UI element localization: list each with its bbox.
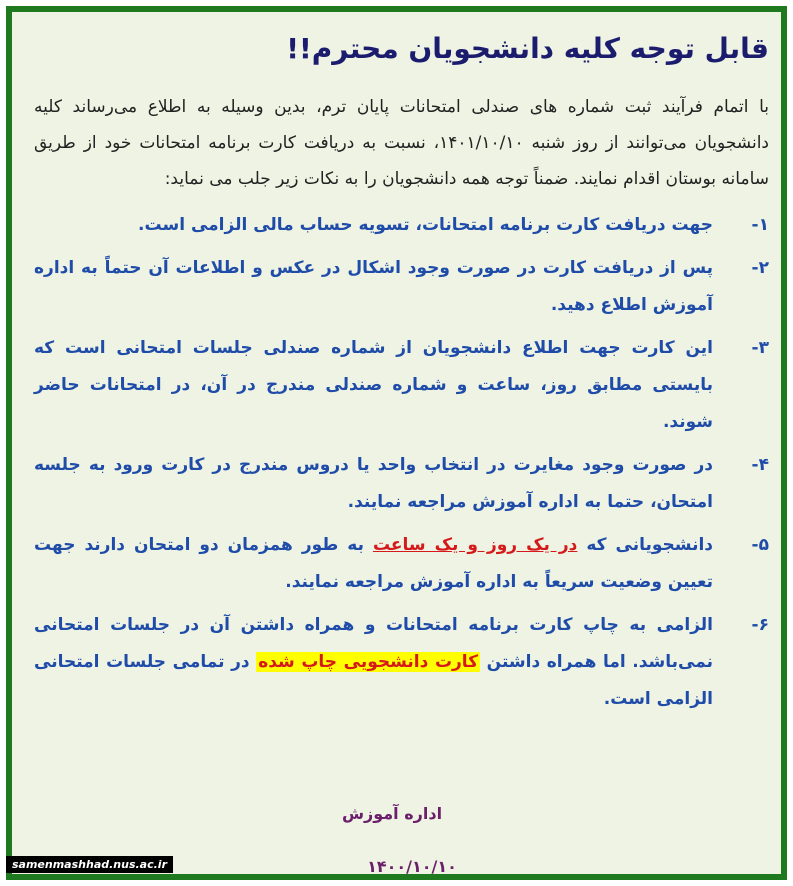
signature-date: ۱۴۰۰/۱۰/۱۰ — [367, 857, 457, 876]
item-number: ۲- — [751, 258, 769, 278]
signature-office: اداره آموزش — [341, 804, 443, 823]
highlight-student-card: کارت دانشجویی چاپ شده — [258, 652, 479, 672]
notice-item-5 — [34, 527, 769, 601]
item-text-post: در تمامی جلسات امتحانی الزامی است. — [34, 652, 713, 709]
item-number: ۶- — [751, 615, 769, 635]
item-text-pre: الزامی به چاپ کارت برنامه امتحانات و همراه داشتن آن در جلسات امتحانی نمی‌باشد. اما همراه داشتن — [34, 615, 713, 672]
item-number: ۳- — [751, 338, 769, 358]
notice-intro: با اتمام فرآیند ثبت شماره های صندلی امتحانات پایان ترم، بدین وسیله به اطلاع می‌رساند کلیه دانشجویان می‌توانند از روز شنبه ۱۴۰۱/۱۰/۱۰، نسبت به دریافت کارت برنامه امتحانات خود از طریق سامانه بوستان اقدام نمایند. ضمناً توجه همه دانشجویان را به نکات زیر جلب می نماید: — [34, 97, 769, 189]
notice-content — [34, 22, 769, 724]
notice-title: قابل توجه کلیه دانشجویان محترم!! — [286, 32, 769, 65]
item-text-post: به طور همزمان دو امتحان دارند جهت تعیین وضعیت سریعاً به اداره آموزش مراجعه نمایند. — [34, 535, 713, 592]
notice-items — [34, 207, 769, 718]
website-watermark: samenmashhad.nus.ac.ir — [6, 856, 173, 873]
notice-item-2 — [34, 250, 769, 324]
item-number: ۴- — [751, 455, 769, 475]
emphasis-same-time: در یک روز و یک ساعت — [372, 535, 578, 555]
notice-item-1 — [34, 207, 769, 244]
notice-item-4 — [34, 447, 769, 521]
item-number: ۵- — [751, 535, 769, 555]
item-text: این کارت جهت اطلاع دانشجویان از شماره صندلی جلسات امتحانی است که بایستی مطابق روز، ساعت و شماره صندلی مندرج در آن، در امتحانات حاضر شوند. — [34, 338, 713, 432]
item-text — [34, 527, 713, 601]
item-number: ۱- — [751, 215, 769, 235]
item-text-pre: دانشجویانی که — [577, 535, 714, 555]
item-text — [34, 607, 713, 718]
item-text: پس از دریافت کارت در صورت وجود اشکال در عکس و اطلاعات آن حتماً به اداره آموزش اطلاع دهید. — [34, 258, 713, 315]
notice-item-3 — [34, 330, 769, 441]
notice-frame — [6, 6, 787, 880]
notice-item-6 — [34, 607, 769, 718]
item-text: در صورت وجود مغایرت در انتخاب واحد یا دروس مندرج در کارت ورود به جلسه امتحان، حتما به اداره آموزش مراجعه نمایند. — [34, 455, 713, 512]
item-text: جهت دریافت کارت برنامه امتحانات، تسویه حساب مالی الزامی است. — [138, 215, 713, 235]
